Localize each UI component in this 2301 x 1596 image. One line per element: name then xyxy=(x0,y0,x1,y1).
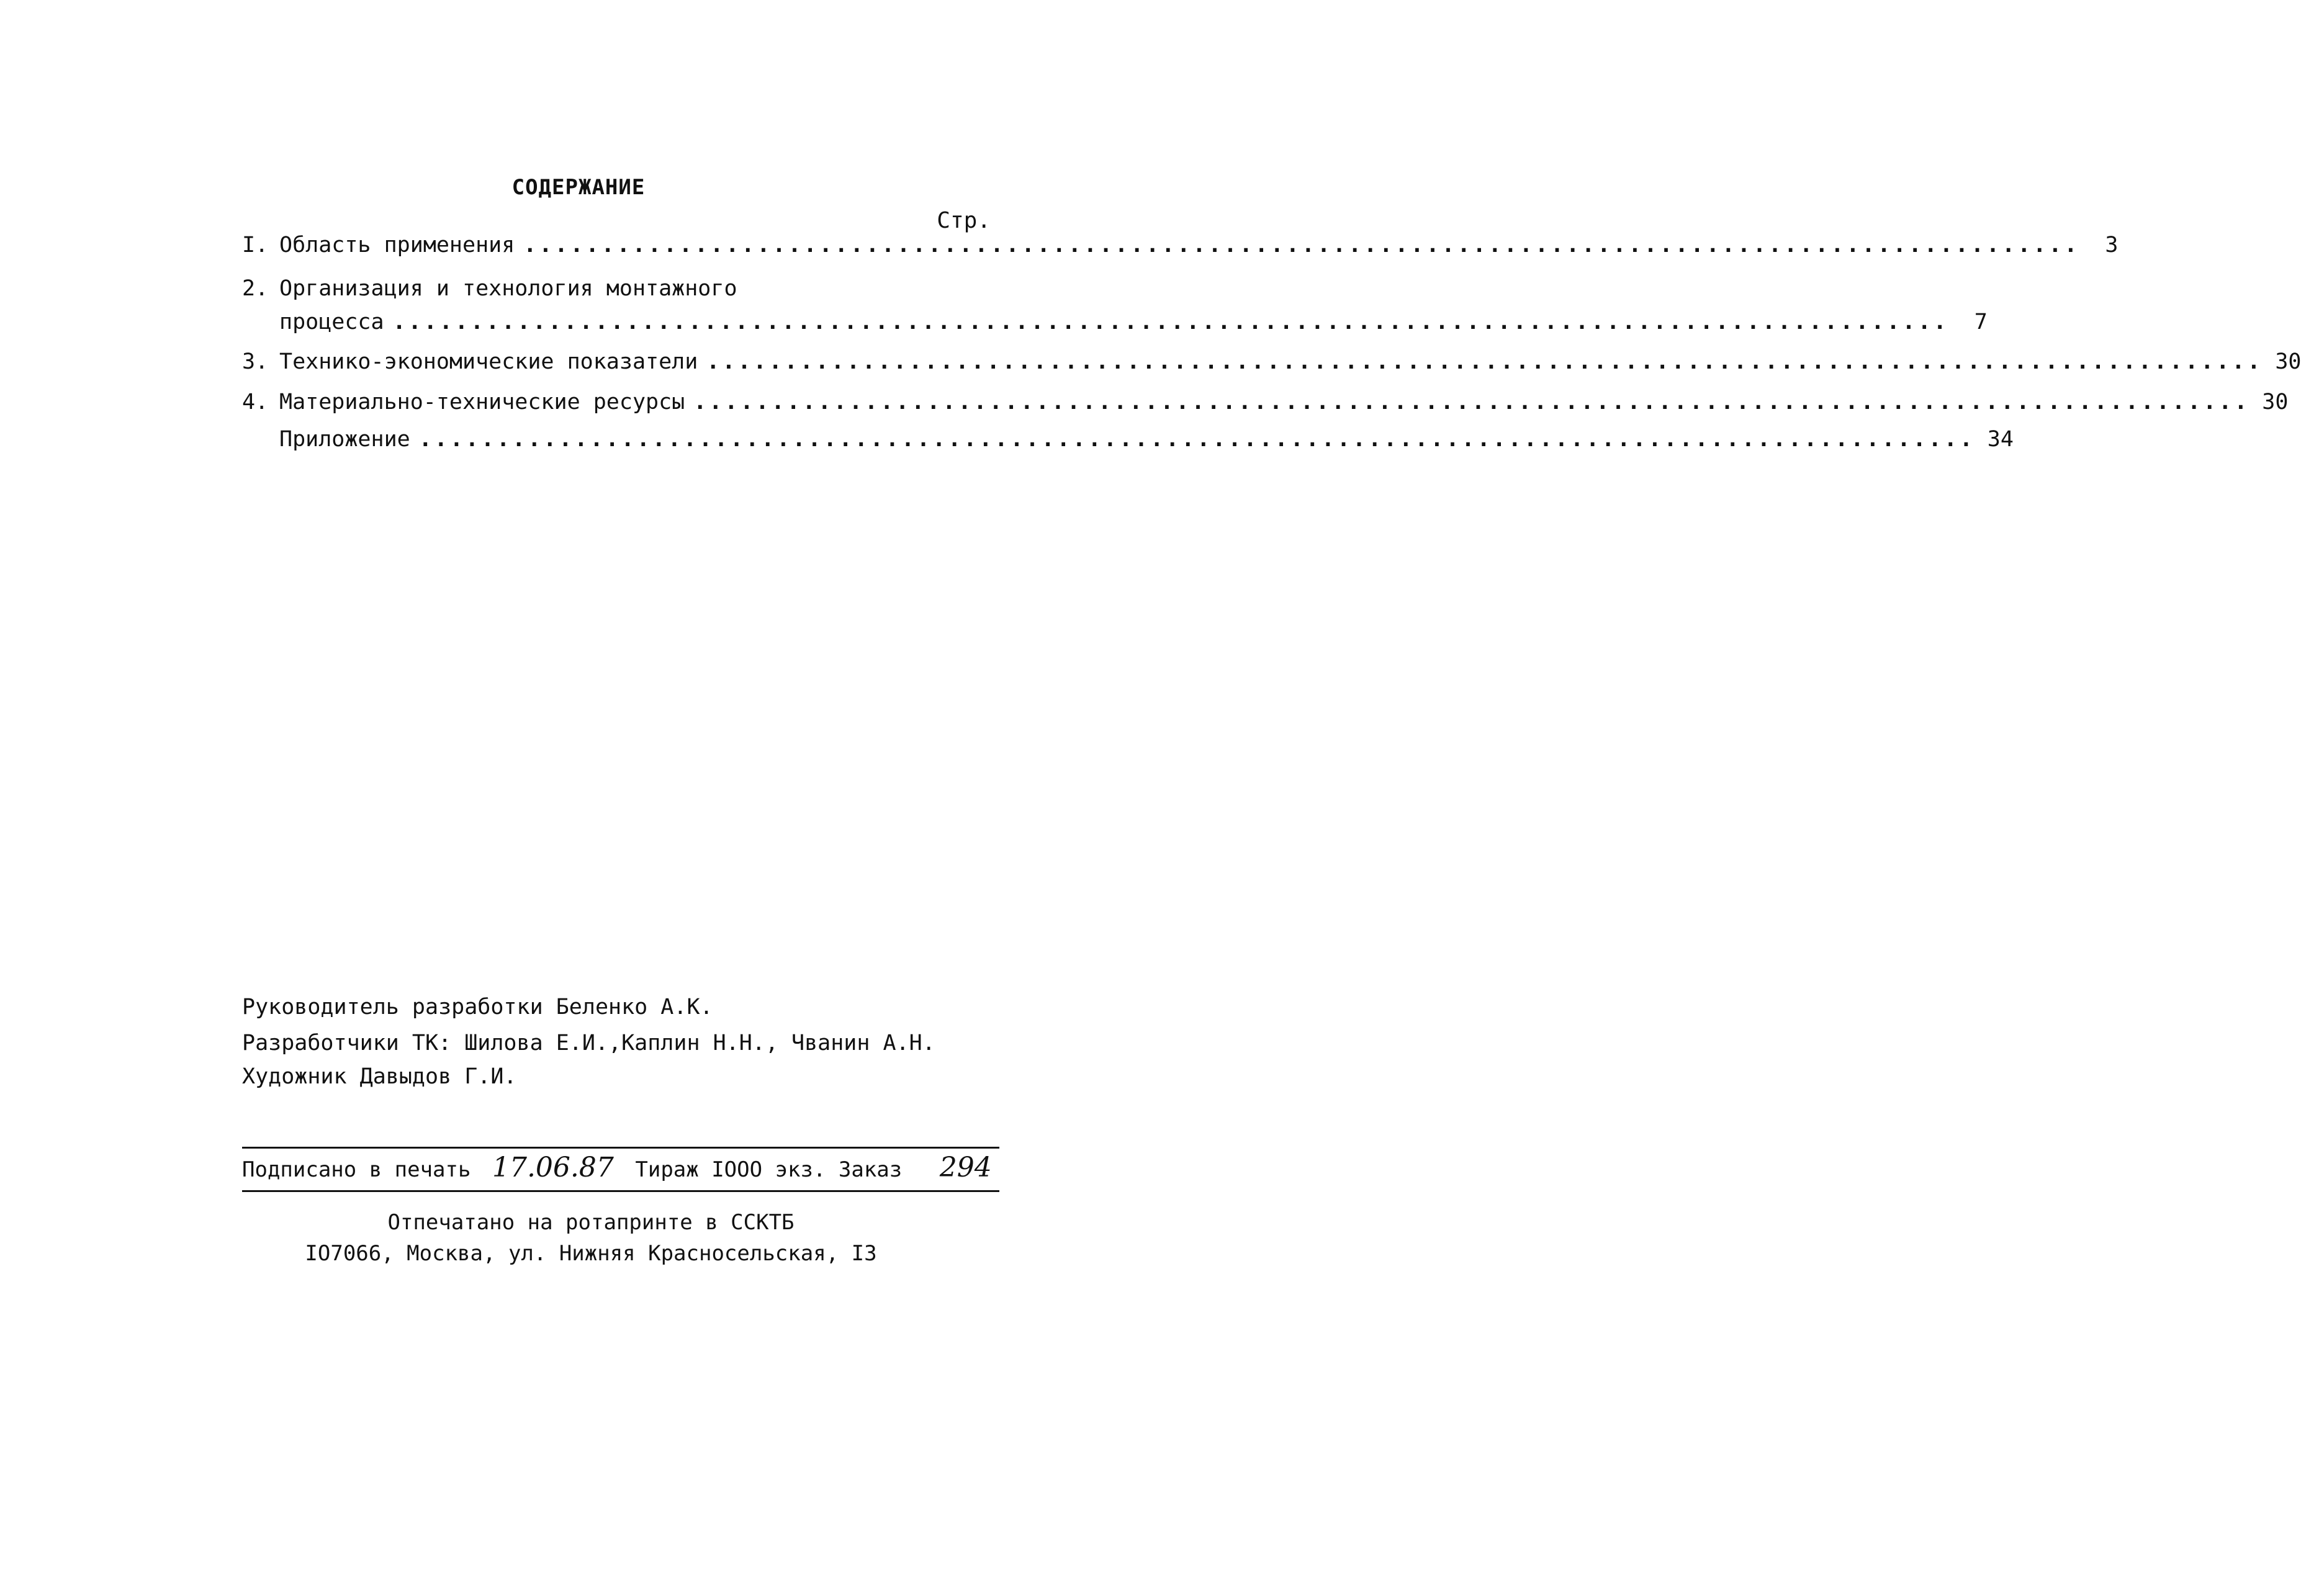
toc-entry xyxy=(242,233,2119,258)
printer-line: Отпечатано на ротапринте в ССКТБ xyxy=(387,1210,795,1235)
toc-entry-continuation xyxy=(242,310,1988,334)
divider-bottom xyxy=(242,1190,999,1192)
toc-entry xyxy=(242,390,2289,415)
imprint-line xyxy=(242,1152,999,1183)
toc-page-column-header: Стр. xyxy=(937,208,991,233)
credit-lead: Руководитель разработки Беленко А.К. xyxy=(242,995,713,1020)
signed-label: Подписано в печать xyxy=(242,1157,471,1182)
toc-entry-title: Материально-технические ресурсы xyxy=(279,390,685,415)
toc-entry-number: 4. xyxy=(242,390,269,415)
toc-entry-page: 7 xyxy=(1974,310,1988,334)
toc-entry-title: Область применения xyxy=(279,233,515,258)
dot-leader: .................................................................................................... xyxy=(523,233,2080,258)
toc-entry-page: 30 xyxy=(2262,390,2289,415)
toc-entry-title: Организация и технология монтажного xyxy=(279,276,737,301)
divider-top xyxy=(242,1147,999,1149)
printer-address: IO7066, Москва, ул. Нижняя Красносельская, I3 xyxy=(305,1241,877,1266)
toc-title: СОДЕРЖАНИЕ xyxy=(511,175,646,200)
toc-entry-page: 34 xyxy=(1987,427,2014,452)
toc-entry xyxy=(242,276,987,301)
table-of-contents xyxy=(242,233,2301,452)
toc-entry-title: Приложение xyxy=(279,427,410,452)
dot-leader: .................................................................................................... xyxy=(418,427,1975,452)
credit-artist: Художник Давыдов Г.И. xyxy=(242,1064,517,1089)
credits-block xyxy=(242,995,935,1089)
dot-leader: .................................................................................................... xyxy=(392,310,1949,334)
dot-leader: .................................................................................................... xyxy=(693,390,2250,415)
order-number: 294 xyxy=(939,1152,992,1183)
toc-entry-number: I. xyxy=(242,233,269,258)
toc-entry-number: 2. xyxy=(242,276,269,301)
toc-entry-page: 30 xyxy=(2275,349,2301,374)
toc-entry-title-continued: процесса xyxy=(279,310,384,334)
toc-entry xyxy=(242,349,2301,374)
toc-entry-page: 3 xyxy=(2105,233,2119,258)
run-label: Тираж IOOO экз. Заказ xyxy=(635,1157,903,1182)
dot-leader: .................................................................................................... xyxy=(706,349,2263,374)
toc-entry-number: 3. xyxy=(242,349,269,374)
signed-date: 17.06.87 xyxy=(492,1152,614,1183)
toc-entry-title: Технико-экономические показатели xyxy=(279,349,698,374)
toc-entry xyxy=(242,427,2014,452)
credit-developers: Разработчики ТК: Шилова Е.И.,Каплин Н.Н., Чванин А.Н. xyxy=(242,1031,935,1056)
